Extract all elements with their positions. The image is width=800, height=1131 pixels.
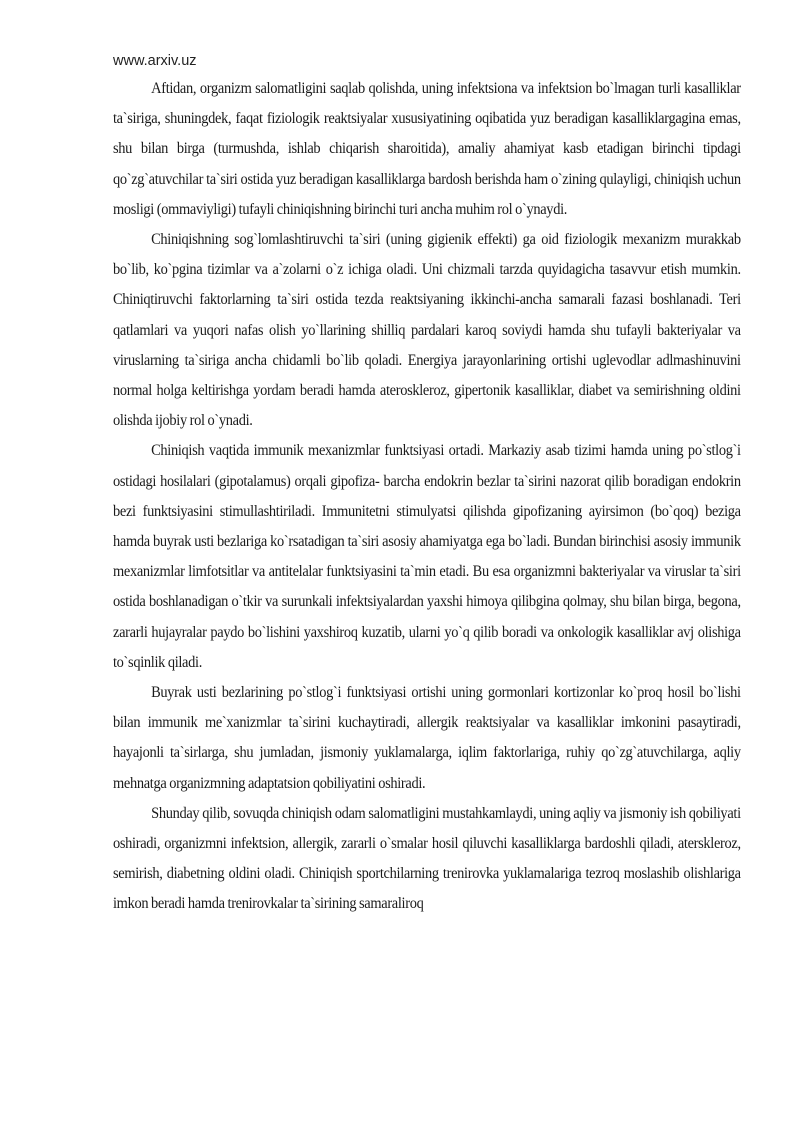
paragraph-4: Buyrak usti bezlarining po`stlog`i funktsiyasi ortishi uning gormonlari kortizonlar ko`proq hosil bo`lishi bilan immunik me`xanizmlar ta`sirini kuchaytiradi, allergik reaktsiyalar va kasalliklar imkonini pasaytiradi, hayajonli ta`sirlarga, shu jumladan, jismoniy yuklamalarga, iqlim faktorlariga, ruhiy qo`zg`atuvchilarga, aqliy mehnatga organizmning adaptatsion qobiliyatini oshiradi. [113, 684, 741, 792]
paragraph-1: Aftidan, organizm salomatligini saqlab qolishda, uning infektsiona va infektsion bo`lmagan turli kasalliklar ta`siriga, shuningdek, faqat fiziologik reaktsiyalar xususiyatining oqibatida yuz beradigan kasalliklargagina emas, shu bilan birga (turmushda, ishlab chiqarish sharoitida), amaliy ahamiyat kasb etadigan birinchi tipdagi qo`zg`atuvchilar ta`siri ostida yuz beradigan kasalliklarga bardosh berishda ham o`zining qulayligi, chiniqish uchun mosligi (ommaviyligi) tufayli chiniqishning birinchi turi ancha muhim rol o`ynaydi. [113, 80, 741, 218]
document-body [113, 74, 741, 920]
paragraph-5: Shunday qilib, sovuqda chiniqish odam salomatligini mustahkamlaydi, uning aqliy va jismoniy ish qobiliyati oshiradi, organizmni infektsion, allergik, zararli o`smalar hosil qiluvchi kasalliklarga bardoshli qiladi, aterskleroz, semirish, diabetning oldini oladi. Chiniqish sportchilarning trenirovka yuklamalariga tezroq moslashib olishlariga imkon beradi hamda trenirovkalar ta`sirining samaraliroq [113, 804, 741, 913]
paragraph-2: Chiniqishning sog`lomlashtiruvchi ta`siri (uning gigienik effekti) ga oid fiziologik mexanizm murakkab bo`lib, ko`pgina tizimlar va a`zolarni o`z ichiga oladi. Uni chizmali tarzda quyidagicha tasavvur etish mumkin. Chiniqtiruvchi faktorlarning ta`siri ostida tezda reaktsiyaning ikkinchi-ancha samarali fazasi boshlanadi. Teri qatlamlari va yuqori nafas olish yo`llarining shilliq pardalari karoq soviydi hamda shu tufayli bakteriyalar va viruslarning ta`siriga ancha chidamli bo`lib qoladi. Energiya jarayonlarining ortishi uglevodlar adlmashinuvini normal holga keltirishga yordam beradi hamda ateroskleroz, gipertonik kasalliklar, diabet va semirishning oldini olishda ijobiy rol o`ynadi. [113, 231, 741, 430]
site-url-header: www.arxiv.uz [113, 53, 197, 69]
paragraph-3: Chiniqish vaqtida immunik mexanizmlar funktsiyasi ortadi. Markaziy asab tizimi hamda uning po`stlog`i ostidagi hosilalari (gipotalamus) orqali gipofiza- barcha endokrin bezlar ta`sirini nazorat qilib boradigan endokrin bezi funktsiyasini stimullashtiriladi. Immunitetni stimulyatsi qilishda gipofizaning ayirsimon (bo`qoq) beziga hamda buyrak usti bezlariga ko`rsatadigan ta`siri asosiy ahamiyatga ega bo`ladi. Bundan birinchisi asosiy immunik mexanizmlar limfotsitlar va antitelalar funktsiyasini ta`min etadi. Bu esa organizmni bakteriyalar va viruslar ta`siri ostida boshlanadigan o`tkir va surunkali infektsiyalardan yaxshi himoya qilibgina qolmay, shu bilan birga, begona, zararli hujayralar paydo bo`lishini yaxshiroq kuzatib, ularni yo`q qilib boradi va onkologik kasalliklar avj olishiga to`sqinlik qiladi. [113, 442, 741, 671]
